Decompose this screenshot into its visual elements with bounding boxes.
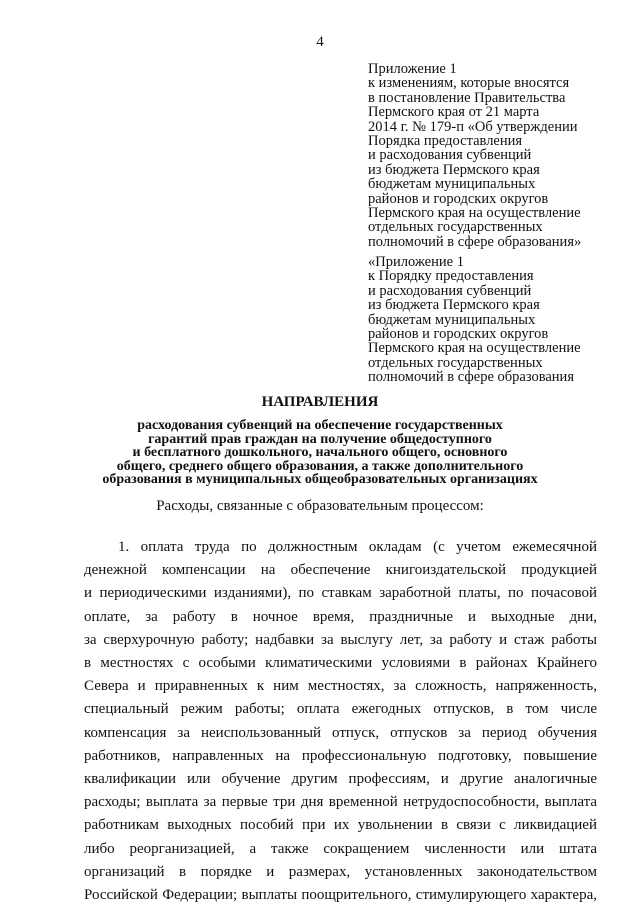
annex-2-line: бюджетам муниципальных — [368, 311, 536, 328]
annex-2-block — [368, 255, 608, 385]
subheading-line: гарантий прав граждан на получение общедоступного — [148, 431, 492, 447]
paragraph-line: либо реорганизацией, а также сокращением численности или штата — [84, 840, 597, 857]
annex-1-line: и расходования субвенций — [368, 147, 532, 164]
paragraph-line: оплате, за работу в ночное время, праздничные и выходные дни, — [84, 608, 597, 625]
annex-2-line: районов и городских округов — [368, 326, 549, 343]
paragraph-line: за сверхурочную работу; надбавки за выслугу лет, за работу и стаж работы — [84, 631, 597, 648]
annex-2-line: и расходования субвенций — [368, 282, 532, 299]
annex-1-line: Приложение 1 — [368, 61, 457, 77]
annex-2-line: полномочий в сфере образования — [368, 369, 574, 386]
annex-1-line: из бюджета Пермского края — [368, 161, 540, 178]
paragraph-line: 1. оплата труда по должностным окладам (с учетом ежемесячной — [118, 539, 597, 555]
paragraph-line: Севера и приравненных к ним местностях, за сложность, напряженность, — [84, 678, 597, 695]
annex-2-line: из бюджета Пермского края — [368, 297, 540, 314]
annex-1-line: отдельных государственных — [368, 219, 543, 236]
paragraph-1 — [84, 536, 597, 907]
paragraph-line: работников, направленных на профессиональную подготовку, повышение — [84, 747, 597, 764]
paragraph-line: организаций в порядке и размерах, установленных законодательством — [84, 863, 597, 880]
paragraph-line: специальный режим работы; оплата ежегодных отпусков, в том числе — [84, 701, 597, 718]
annex-2-line: к Порядку предоставления — [368, 268, 534, 285]
paragraph-line: и периодическими изданиями), по ставкам заработной платы, по почасовой — [84, 585, 597, 602]
annex-2-line: отдельных государственных — [368, 354, 543, 371]
paragraph-line: расходы; выплата за первые три дня временной нетрудоспособности, выплата — [84, 794, 597, 811]
annex-1-line: полномочий в сфере образования» — [368, 233, 582, 250]
paragraph-line: квалификации или обучение другим профессиям, и другие аналогичные — [84, 771, 597, 788]
annex-2-line: Пермского края на осуществление — [368, 340, 581, 357]
annex-1-line: Пермского края от 21 марта — [368, 104, 540, 121]
annex-1-line: к изменениям, которые вносятся — [368, 75, 570, 92]
intro-text: Расходы, связанные с образовательным процессом: — [156, 498, 484, 514]
paragraph-line: работникам выходных пособий при их увольнении в связи с ликвидацией — [84, 817, 597, 834]
paragraph-line: Российской Федерации; выплаты поощрительного, стимулирующего характера, — [84, 887, 597, 904]
annex-1-block — [368, 62, 608, 249]
annex-1-line: Пермского края на осуществление — [368, 205, 581, 222]
page-number: 4 — [316, 34, 324, 50]
subheading-line: и бесплатного дошкольного, начального общего, основного — [132, 445, 508, 460]
annex-1-line: 2014 г. № 179-п «Об утверждении — [368, 118, 578, 135]
document-heading: НАПРАВЛЕНИЯ — [261, 394, 379, 410]
document-subheading — [0, 419, 640, 487]
subheading-line: расходования субвенций на обеспечение государственных — [137, 418, 503, 433]
paragraph-line: компенсация за неиспользованный отпуск, отпусков за период обучения — [84, 724, 597, 741]
subheading-line: образования в муниципальных общеобразовательных организациях — [102, 472, 538, 487]
annex-1-line: районов и городских округов — [368, 190, 549, 207]
annex-1-line: бюджетам муниципальных — [368, 176, 536, 193]
paragraph-line: денежной компенсации на обеспечение книгоиздательской продукцией — [84, 562, 597, 579]
annex-2-line: «Приложение 1 — [368, 254, 464, 270]
paragraph-line: в местностях с особыми климатическими условиями в районах Крайнего — [84, 655, 597, 672]
annex-1-line: в постановление Правительства — [368, 89, 566, 106]
subheading-line: общего, среднего общего образования, а также дополнительного — [116, 458, 524, 474]
annex-1-line: Порядка предоставления — [368, 133, 523, 150]
